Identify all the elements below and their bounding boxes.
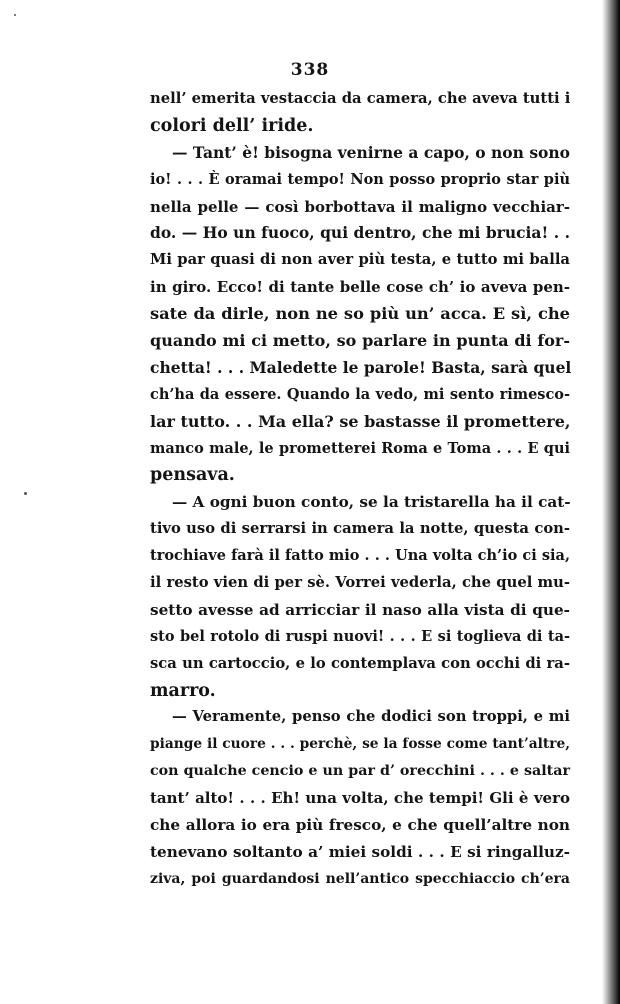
page-edge-shadow xyxy=(602,0,620,1004)
page-number: 338 xyxy=(290,60,330,80)
text-line: — A ogni buon conto, se la tristarella ha il cat- xyxy=(172,493,571,512)
text-line: sate da dirle, non ne so più un’ acca. E sì, che xyxy=(150,304,570,324)
text-line: che allora io era più fresco, e che quell’altre non xyxy=(150,816,570,835)
text-line: tant’ alto! . . . Eh! una volta, che tempi! Gli è vero xyxy=(150,789,570,808)
text-line: lar tutto. . . Ma ella? se bastasse il promettere, xyxy=(150,411,571,431)
text-line: sto bel rotolo di ruspi nuovi! . . . E si toglieva di ta- xyxy=(150,627,570,645)
text-line: il resto vien di per sè. Vorrei vederla, che quel mu- xyxy=(150,574,570,592)
text-line: sca un cartoccio, e lo contemplava con occhi di ra- xyxy=(150,654,570,672)
text-line: chetta! . . . Maledette le parole! Basta, sarà quel xyxy=(150,357,572,377)
text-line: quando mi ci metto, so parlare in punta di for- xyxy=(150,331,570,351)
text-line: trochiave farà il fatto mio . . . Una volta ch’io ci sia, xyxy=(150,547,570,565)
text-line: — Tant’ è! bisogna venirne a capo, o non sono xyxy=(172,142,570,162)
text-line: — Veramente, penso che dodici son troppi, e mi xyxy=(172,708,570,726)
text-line: tenevano soltanto a’ miei soldi . . . E si ringalluz- xyxy=(150,842,570,861)
text-line: setto avesse ad arricciar il naso alla vista di que- xyxy=(150,600,570,619)
body-text xyxy=(150,86,570,893)
text-line: con qualche cencio e un par d’ orecchini . . . e saltar xyxy=(150,763,570,780)
text-line: ch’ha da essere. Quando la vedo, mi sento rimesco- xyxy=(150,385,570,403)
text-line: nella pelle — così borbottava il maligno vecchiar- xyxy=(150,197,570,216)
text-line: do. — Ho un fuoco, qui dentro, che mi brucia! . . xyxy=(150,223,570,243)
text-line: marro. xyxy=(150,680,216,701)
print-speck xyxy=(14,14,16,16)
text-line: tivo uso di serrarsi in camera la notte, questa con- xyxy=(150,520,570,538)
text-line: io! . . . È oramai tempo! Non posso proprio star più xyxy=(150,170,570,188)
text-line: pensava. xyxy=(150,465,235,486)
text-line: in giro. Ecco! di tante belle cose ch’ io aveva pen- xyxy=(150,278,570,297)
text-line: colori dell’ iride. xyxy=(150,115,314,136)
text-line: piange il cuore . . . perchè, se la fosse come tant’altre, xyxy=(150,736,570,753)
text-line: ziva, poi guardandosi nell’antico specchiaccio ch’era xyxy=(150,870,570,887)
text-line: Mi par quasi di non aver più testa, e tutto mi balla xyxy=(150,251,570,269)
text-line: nell’ emerita vestaccia da camera, che aveva tutti i xyxy=(150,90,571,107)
text-line: manco male, le prometterei Roma e Toma . . . E qui xyxy=(150,439,570,457)
print-speck xyxy=(24,492,27,495)
